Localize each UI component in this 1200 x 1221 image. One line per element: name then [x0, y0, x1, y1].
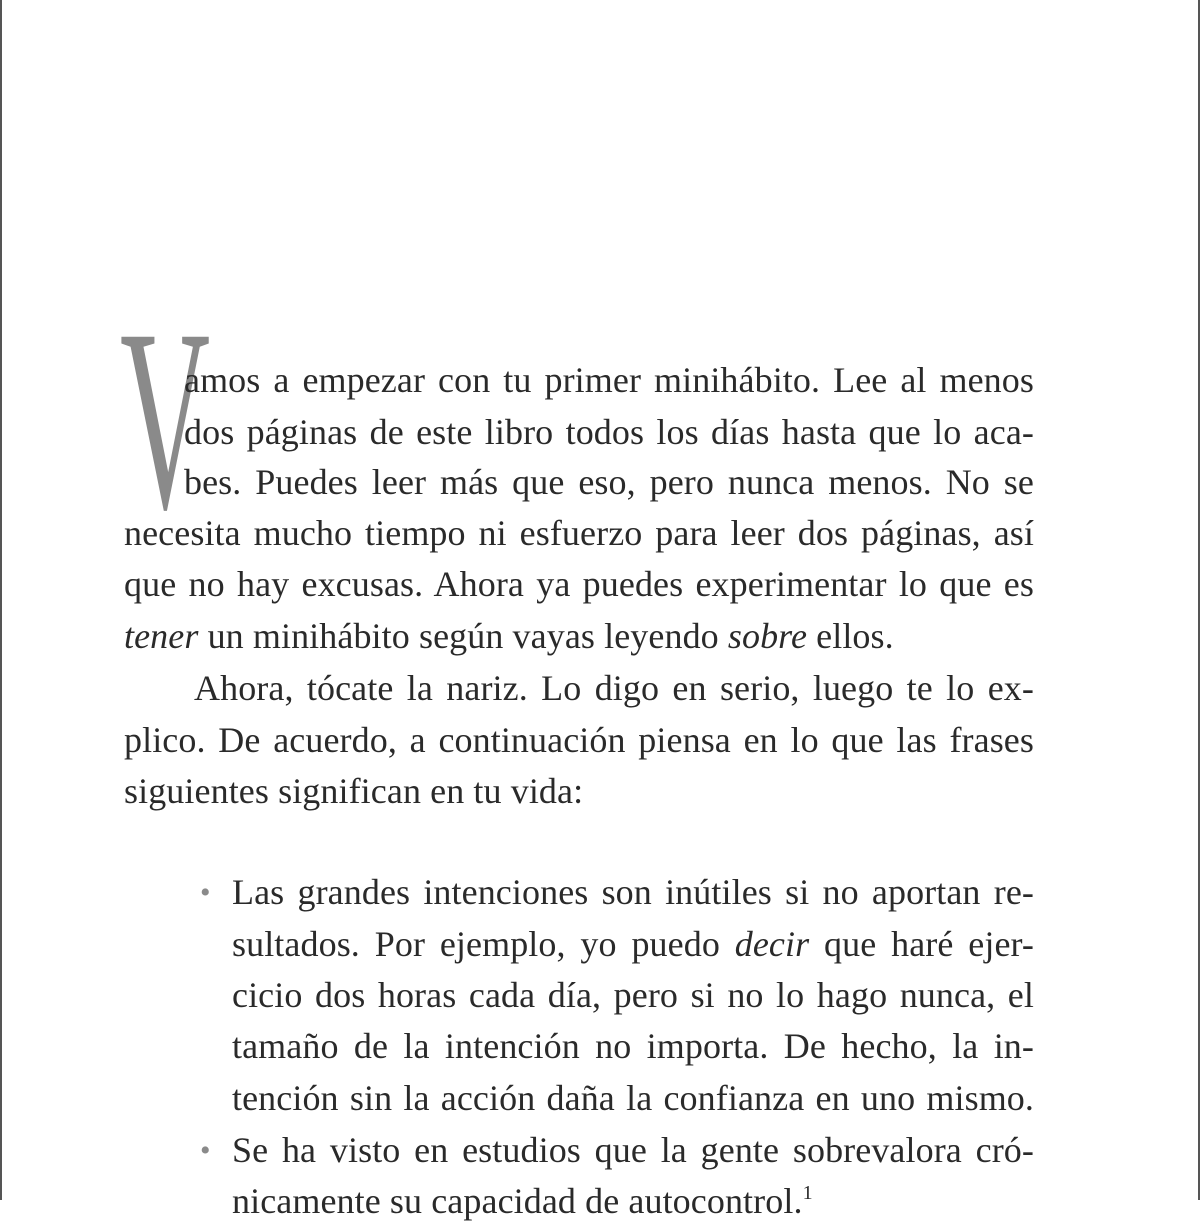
paragraph1-line2: dos páginas de este libro todos los días hasta que lo aca-	[184, 412, 1034, 452]
bullet2-line2	[232, 1183, 813, 1219]
paragraph2-line1: Ahora, tócate la nariz. Lo digo en serio, luego te lo ex-	[194, 668, 1034, 708]
drop-cap: V	[120, 276, 211, 564]
paragraph1-line6-mid: un minihábito según vayas leyendo	[198, 616, 728, 656]
paragraph2-line3: siguientes significan en tu vida:	[124, 771, 584, 811]
bullet2-line1: Se ha visto en estudios que la gente sobrevalora cró-	[232, 1130, 1034, 1170]
paragraph1-line3: bes. Puedes leer más que eso, pero nunca menos. No se	[184, 462, 1034, 502]
paragraph1-line4: necesita mucho tiempo ni esfuerzo para leer dos páginas, así	[124, 513, 1034, 553]
italic-sobre: sobre	[727, 616, 808, 656]
paragraph1-line1: amos a empezar con tu primer minihábito. Lee al menos	[184, 360, 1034, 400]
bullet1-line2	[232, 926, 1034, 962]
bullet1-line5: tención sin la acción daña la confianza en uno mismo.	[232, 1078, 1034, 1118]
bullet-marker-2: •	[200, 1134, 211, 1167]
italic-decir: decir	[734, 924, 810, 964]
bullet-marker-1: •	[200, 876, 211, 909]
bullet2-line2-text: nicamente su capacidad de autocontrol.	[232, 1181, 803, 1221]
paragraph1-line6-end: ellos.	[807, 616, 894, 656]
bullet1-line2-end: que haré ejer-	[809, 924, 1035, 964]
paragraph2-line2: plico. De acuerdo, a continuación piensa en lo que las frases	[124, 720, 1034, 760]
bullet1-line3: cicio dos horas cada día, pero si no lo hago nunca, el	[232, 975, 1034, 1015]
footnote-marker: 1	[802, 1182, 813, 1204]
paragraph1-line6	[124, 618, 894, 654]
bullet1-line1: Las grandes intenciones son inútiles si no aportan re-	[232, 872, 1034, 912]
bullet1-line2-start: sultados. Por ejemplo, yo puedo	[232, 924, 735, 964]
italic-tener: tener	[124, 616, 199, 656]
bullet1-line4: tamaño de la intención no importa. De hecho, la in-	[232, 1026, 1034, 1066]
paragraph1-line5: que no hay excusas. Ahora ya puedes experimentar lo que es	[124, 564, 1034, 604]
